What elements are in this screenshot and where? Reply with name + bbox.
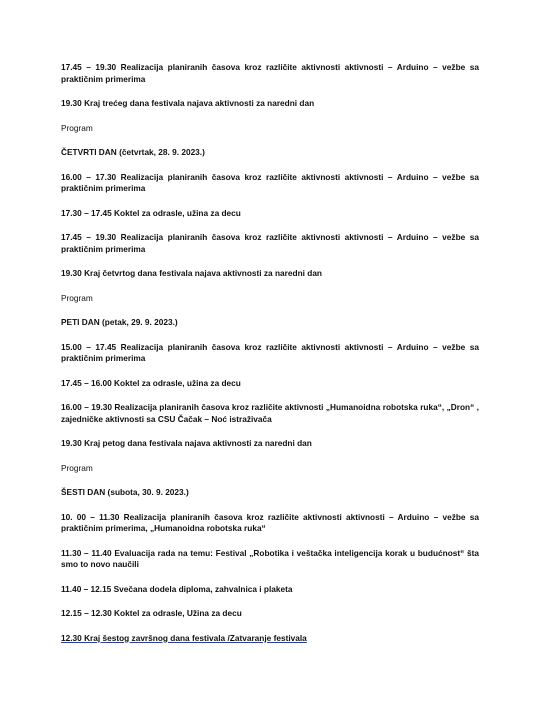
paragraph-closing: 12.30 Kraj šestog završnog dana festivala /Zatvaranje festivala <box>61 632 307 643</box>
paragraph-diplomas: 11.40 – 12.15 Svečana dodela diploma, zahvalnica i plaketa <box>61 583 293 594</box>
paragraph-schedule-1745: 17.45 – 19.30 Realizacija planiranih časova kroz različite aktivnosti aktivnosti – Arduino – vežbe sa praktičnim primerima <box>61 62 479 84</box>
paragraph-program-label-2: Program <box>61 292 93 303</box>
paragraph-cocktail: 17.30 – 17.45 Koktel za odrasle, užina za decu <box>61 207 241 218</box>
paragraph-evaluation: 11.30 – 11.40 Evaluacija rada na temu: Festival „Robotika i veštačka inteligencija korak u budućnost“ šta smo to novo naučili <box>61 547 479 569</box>
heading-day-six: ŠESTI DAN (subota, 30. 9. 2023.) <box>61 487 189 497</box>
paragraph-program-label: Program <box>61 122 93 133</box>
paragraph-day-end-five: 19.30 Kraj petog dana festivala najava aktivnosti za naredni dan <box>61 438 312 448</box>
paragraph-cocktail-3: 12.15 – 12.30 Koktel za odrasle, Užina za decu <box>61 608 242 618</box>
heading-day-five: PETI DAN (petak, 29. 9. 2023.) <box>61 317 178 327</box>
paragraph-cocktail-2: 17.45 – 16.00 Koktel za odrasle, užina za decu <box>61 377 241 388</box>
paragraph-schedule-1745-b: 17.45 – 19.30 Realizacija planiranih časova kroz različite aktivnosti aktivnosti – Arduino – vežbe sa praktičnim primerima <box>61 232 479 254</box>
paragraph-day-end-four: 19.30 Kraj četvrtog dana festivala najava aktivnosti za naredni dan <box>61 268 322 278</box>
paragraph-schedule-1000: 10. 00 – 11.30 Realizacija planiranih časova kroz različite aktivnosti aktivnosti – Arduino – vežbe sa praktičnim primerima, „Humanoidna robotska ruka“ <box>61 511 479 533</box>
heading-day-four: ČETVRTI DAN (četvrtak, 28. 9. 2023.) <box>61 147 205 157</box>
paragraph-program-label-3: Program <box>61 462 93 473</box>
paragraph-schedule-1500: 15.00 – 17.45 Realizacija planiranih časova kroz različite aktivnosti aktivnosti – Arduino – vežbe sa praktičnim primerima <box>61 341 479 363</box>
paragraph-schedule-1600: 16.00 – 17.30 Realizacija planiranih časova kroz različite aktivnosti aktivnosti – Arduino – vežbe sa praktičnim primerima <box>61 171 479 193</box>
paragraph-schedule-1600-b: 16.00 – 19.30 Realizacija planiranih časova kroz različite aktivnosti „Humanoidna robotska ruka“, „Dron“ , zajedničke aktivnosti sa CSU Čačak – Noć istraživača <box>61 402 479 424</box>
paragraph-day-end: 19.30 Kraj trećeg dana festivala najava aktivnosti za naredni dan <box>61 98 315 108</box>
